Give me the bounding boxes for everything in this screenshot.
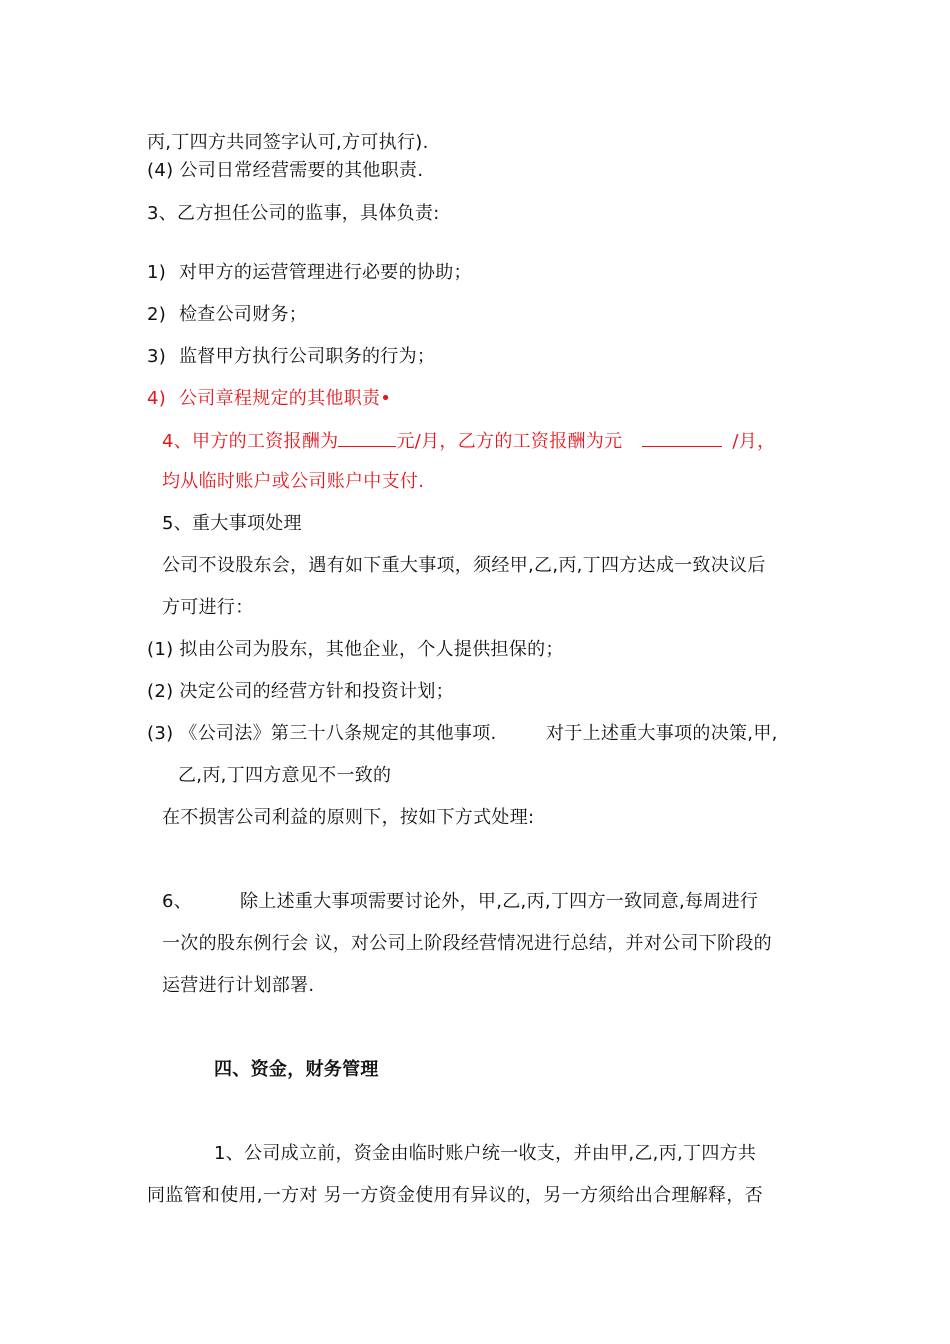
salary-text-a: 4、甲方的工资报酬为 <box>162 431 339 452</box>
list-item-number: 1) <box>147 262 167 283</box>
text-line: 在不损害公司利益的原则下，按如下方式处理: <box>162 807 535 828</box>
salary-blank-a <box>338 428 396 447</box>
list-item-number: 4) <box>147 388 167 409</box>
list-item: (3) 《公司法》第三十八条规定的其他事项. <box>147 723 497 744</box>
list-item-text: 检查公司财务； <box>179 304 308 325</box>
text-line: 方可进行： <box>162 597 254 618</box>
text-line: 对于上述重大事项的决策,甲, <box>546 723 778 744</box>
text-line: 运营进行计划部署. <box>162 975 315 996</box>
salary-text-c: /月， <box>732 431 776 452</box>
text-line: 除上述重大事项需要讨论外，甲,乙,丙,丁四方一致同意,每周进行 <box>240 891 759 912</box>
list-item-number: 2) <box>147 304 167 325</box>
salary-blank-b <box>642 428 722 447</box>
list-item-number: 3) <box>147 346 167 367</box>
text-line: 一次的股东例行会 议，对公司上阶段经营情况进行总结，并对公司下阶段的 <box>162 933 772 954</box>
text-line: 丙,丁四方共同签字认可,方可执行). <box>147 132 429 153</box>
text-line: 公司不设股东会，遇有如下重大事项，须经甲,乙,丙,丁四方达成一致决议后 <box>162 555 766 576</box>
section-line: 5、重大事项处理 <box>162 513 302 534</box>
text-line: 同监管和使用,一方对 另一方资金使用有异议的，另一方须给出合理解释，否 <box>147 1185 763 1206</box>
text-line: 1、公司成立前，资金由临时账户统一收支，并由甲,乙,丙,丁四方共 <box>214 1143 757 1164</box>
section-line: 3、乙方担任公司的监事，具体负责: <box>147 203 440 224</box>
section-heading: 四、资金，财务管理 <box>214 1059 379 1080</box>
list-item: (1) 拟由公司为股东，其他企业，个人提供担保的； <box>147 639 564 660</box>
text-line: 均从临时账户或公司账户中支付. <box>162 471 425 492</box>
list-item-text: 公司章程规定的其他职责• <box>179 388 392 409</box>
text-line: 乙,丙,丁四方意见不一致的 <box>178 765 392 786</box>
list-item-text: 对甲方的运营管理进行必要的协助； <box>179 262 472 283</box>
list-item-number: 6、 <box>162 891 193 912</box>
text-line: (4) 公司日常经营需要的其他职责. <box>147 160 424 181</box>
list-item-text: 监督甲方执行公司职务的行为； <box>179 346 436 367</box>
salary-text-b: 元/月，乙方的工资报酬为元 <box>396 431 623 452</box>
list-item: (2) 决定公司的经营方针和投资计划； <box>147 681 454 702</box>
salary-line <box>162 428 775 454</box>
